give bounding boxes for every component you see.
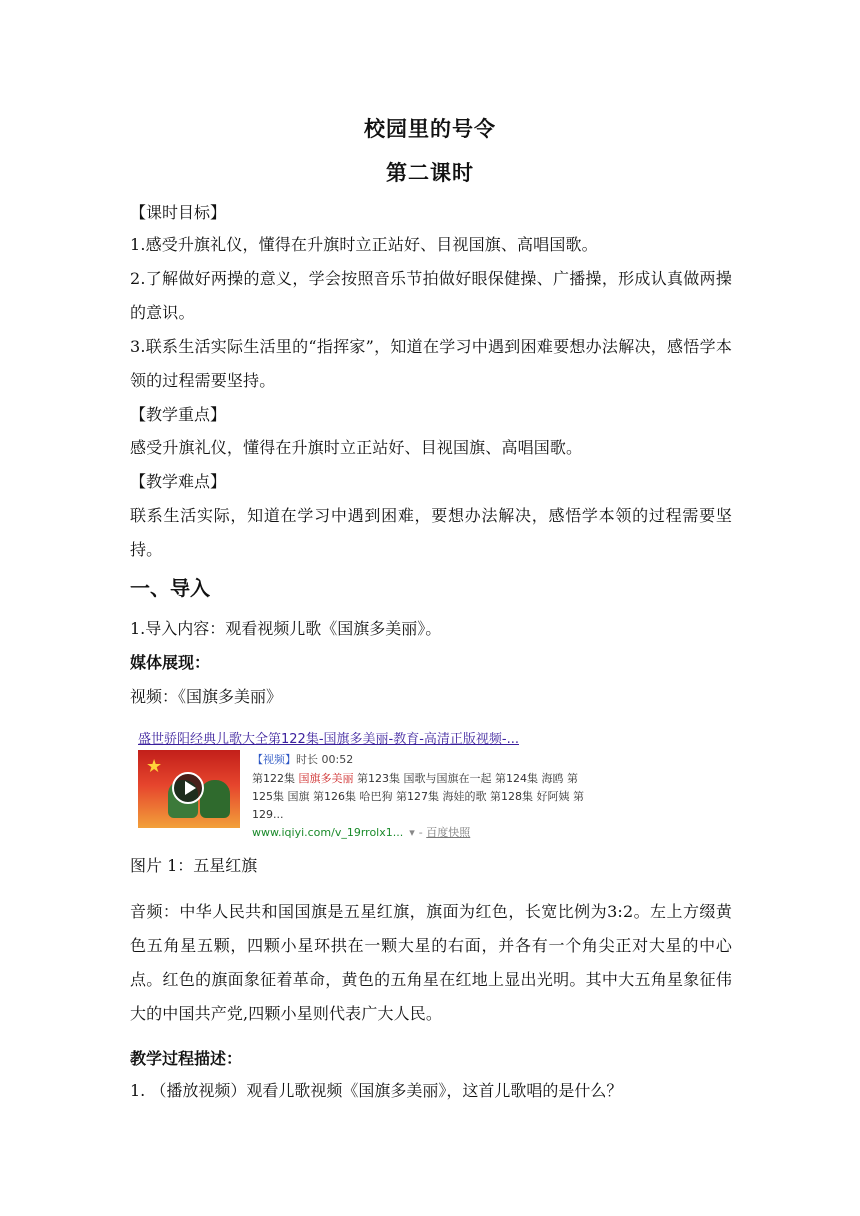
video-url-row bbox=[252, 824, 470, 840]
process-heading: 教学过程描述： bbox=[130, 1049, 243, 1068]
picture-line: 图片 1：五星红旗 bbox=[130, 856, 258, 875]
audio-text: 音频：中华人民共和国国旗是五星红旗，旗面为红色，长宽比例为3:2。左上方缀黄色五角星五颗，四颗小星环拱在一颗大星的右面，并各有一个角尖正对大星的中心点。红色的旗面象征着革命，黄色的五角星在红地上显出光明。其中大五角星象征伟大的中国共产党,四颗小星则代表广大人民。 bbox=[130, 902, 732, 1023]
video-description bbox=[252, 770, 597, 824]
video-thumbnail[interactable] bbox=[138, 750, 240, 828]
video-description-highlight: 国旗多美丽 bbox=[298, 772, 354, 785]
difficulty-text: 联系生活实际，知道在学习中遇到困难，要想办法解决，感悟学本领的过程需要坚持。 bbox=[130, 506, 732, 559]
video-duration: 时长 00:52 bbox=[296, 753, 354, 766]
goal-1: 1.感受升旗礼仪，懂得在升旗时立正站好、目视国旗、高唱国歌。 bbox=[130, 235, 598, 254]
video-meta bbox=[252, 751, 353, 767]
video-description-part: 第122集 bbox=[252, 772, 299, 785]
goal-2: 2.了解做好两操的意义，学会按照音乐节拍做好眼保健操、广播操，形成认真做两操的意识。 bbox=[130, 269, 732, 322]
media-heading: 媒体展现： bbox=[130, 653, 211, 672]
goal-3: 3.联系生活实际生活里的“指挥家”，知道在学习中遇到困难要想办法解决，感悟学本领的过程需要坚持。 bbox=[130, 337, 732, 390]
key-points-text: 感受升旗礼仪，懂得在升旗时立正站好、目视国旗、高唱国歌。 bbox=[130, 438, 583, 457]
chevron-down-icon[interactable]: ▾ bbox=[409, 826, 415, 839]
video-url-link[interactable]: www.iqiyi.com/v_19rrolx1... bbox=[252, 826, 404, 839]
goals-heading: 【课时目标】 bbox=[130, 203, 227, 222]
play-icon[interactable] bbox=[172, 772, 204, 804]
document-subtitle: 第二课时 bbox=[386, 161, 474, 185]
separator: - bbox=[418, 826, 423, 839]
video-result-title-link[interactable]: 盛世骄阳经典儿歌大全第122集-国旗多美丽-教育-高清正版视频-... bbox=[138, 732, 519, 747]
video-result-card bbox=[134, 724, 604, 842]
difficulty-heading: 【教学难点】 bbox=[130, 472, 227, 491]
key-points-heading: 【教学重点】 bbox=[130, 405, 227, 424]
star-icon: ★ bbox=[146, 756, 163, 777]
cartoon-figure bbox=[200, 780, 230, 818]
snapshot-link[interactable]: 百度快照 bbox=[426, 826, 471, 839]
video-description-part: 第123集 国歌与国旗在一起 第124集 海鸥 第125集 国旗 第126集 哈巴狗 第127集 海娃的歌 第128集 好阿姨 第129... bbox=[252, 772, 584, 821]
video-tag: 【视频】 bbox=[252, 753, 296, 766]
process-item-1: 1. （播放视频）观看儿歌视频《国旗多美丽》，这首儿歌唱的是什么？ bbox=[130, 1081, 623, 1100]
intro-item-1: 1.导入内容：观看视频儿歌《国旗多美丽》。 bbox=[130, 619, 442, 638]
video-line: 视频：《国旗多美丽》 bbox=[130, 687, 283, 706]
section-heading-intro: 一、导入 bbox=[130, 576, 210, 600]
document-title: 校园里的号令 bbox=[364, 117, 496, 141]
